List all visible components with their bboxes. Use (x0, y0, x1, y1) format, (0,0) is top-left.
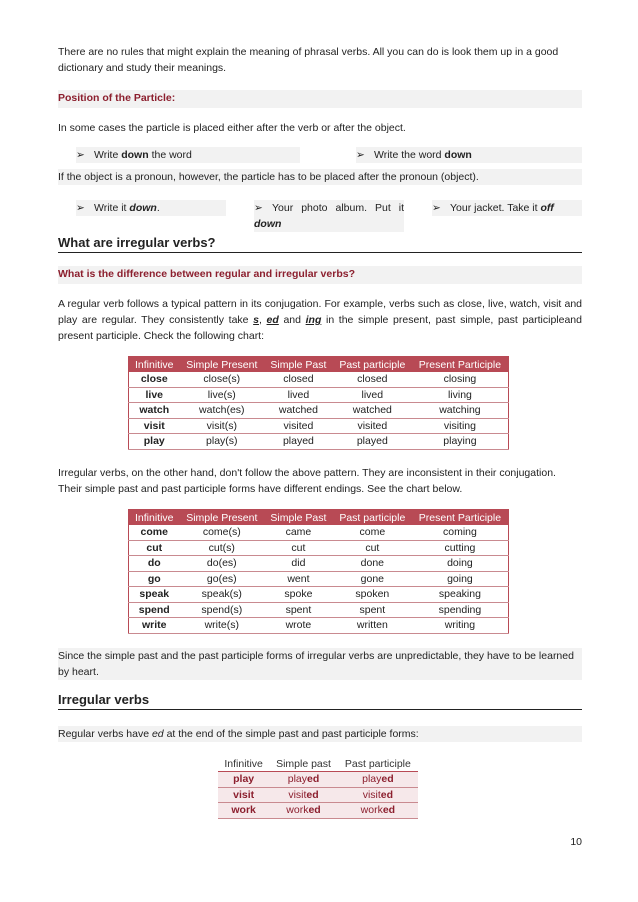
form-cell: watched (264, 403, 333, 419)
form-cell: done (333, 556, 412, 572)
bullet-write-down-the-word: ➢ Write down the word (76, 147, 300, 163)
bullet-put-it-down: ➢ Your photo album. Put it down (254, 202, 404, 230)
form-cell: played (333, 434, 412, 450)
table-header-row (218, 756, 418, 772)
table-row (218, 772, 418, 788)
column-header: Simple Present (180, 357, 265, 373)
form-cell: playing (412, 434, 509, 450)
form-cell: spoke (264, 587, 333, 603)
form-cell: spoken (333, 587, 412, 603)
verb-cell: go (129, 571, 180, 587)
form-cell: come (333, 525, 412, 540)
bullet-write-it-down: ➢ Write it down. (76, 200, 226, 216)
difference-subheading: What is the difference between regular and irregular verbs? (58, 266, 582, 284)
particle-text: In some cases the particle is placed either after the verb or after the object. (58, 122, 406, 134)
table-header-row (129, 510, 509, 526)
column-header: Infinitive (129, 510, 180, 526)
table-row (129, 540, 509, 556)
form-cell: going (412, 571, 509, 587)
verb-cell: watch (129, 403, 180, 419)
form-cell: watching (412, 403, 509, 419)
form-cell: spend(s) (180, 602, 265, 618)
form-cell: play(s) (180, 434, 265, 450)
table-header-row (129, 357, 509, 373)
bullet-take-it-off: ➢ Your jacket. Take it off (432, 200, 582, 216)
form-cell: write(s) (180, 618, 265, 634)
form-cell: worked (338, 803, 418, 819)
form-cell: close(s) (180, 372, 265, 387)
regular-verbs-table (128, 356, 509, 450)
position-particle-heading: Position of the Particle: (58, 90, 582, 108)
table-row (129, 372, 509, 387)
arrow-bullet-icon: ➢ (76, 202, 85, 214)
bullet-write-the-word-down: ➢ Write the word down (356, 147, 582, 163)
form-cell: do(es) (180, 556, 265, 572)
form-cell: lived (333, 387, 412, 403)
form-cell: coming (412, 525, 509, 540)
form-cell: went (264, 571, 333, 587)
table-row (218, 803, 418, 819)
column-header: Simple Past (264, 357, 333, 373)
verb-cell: visit (218, 787, 269, 803)
verb-cell: live (129, 387, 180, 403)
table-row (129, 403, 509, 419)
form-cell: living (412, 387, 509, 403)
form-cell: come(s) (180, 525, 265, 540)
form-cell: closing (412, 372, 509, 387)
form-cell: cut (264, 540, 333, 556)
verb-cell: play (218, 772, 269, 788)
form-cell: cutting (412, 540, 509, 556)
form-cell: did (264, 556, 333, 572)
table-row (129, 387, 509, 403)
form-cell: worked (269, 803, 338, 819)
verb-cell: play (129, 434, 180, 450)
form-cell: watched (333, 403, 412, 419)
arrow-bullet-icon: ➢ (76, 149, 85, 161)
column-header: Simple Present (180, 510, 265, 526)
form-cell: spending (412, 602, 509, 618)
unpredictable-paragraph: Since the simple past and the past participle forms of irregular verbs are unpredictable, they have to be learned by heart. (58, 648, 582, 680)
intro-paragraph: There are no rules that might explain the meaning of phrasal verbs. All you can do is look them up in a good dictionary and study their meanings. (58, 46, 559, 74)
heading-irregular-verbs: Irregular verbs (58, 692, 582, 710)
verb-cell: come (129, 525, 180, 540)
form-cell: cut (333, 540, 412, 556)
form-cell: speak(s) (180, 587, 265, 603)
form-cell: closed (333, 372, 412, 387)
form-cell: lived (264, 387, 333, 403)
form-cell: go(es) (180, 571, 265, 587)
verb-cell: do (129, 556, 180, 572)
form-cell: visited (269, 787, 338, 803)
arrow-bullet-icon: ➢ (356, 149, 365, 161)
table-row (129, 618, 509, 634)
arrow-bullet-icon: ➢ (432, 202, 441, 214)
verb-cell: write (129, 618, 180, 634)
column-header: Past participle (333, 510, 412, 526)
form-cell: visit(s) (180, 418, 265, 434)
table-row (129, 556, 509, 572)
arrow-bullet-icon: ➢ (254, 202, 263, 214)
table-row (129, 525, 509, 540)
table-row (129, 587, 509, 603)
column-header: Infinitive (129, 357, 180, 373)
table-row (129, 434, 509, 450)
form-cell: visited (333, 418, 412, 434)
form-cell: visiting (412, 418, 509, 434)
column-header: Past participle (338, 756, 418, 772)
form-cell: watch(es) (180, 403, 265, 419)
heading-what-are-irregular-verbs: What are irregular verbs? (58, 235, 582, 253)
form-cell: played (264, 434, 333, 450)
verb-cell: work (218, 803, 269, 819)
form-cell: wrote (264, 618, 333, 634)
form-cell: live(s) (180, 387, 265, 403)
column-header: Simple Past (264, 510, 333, 526)
table-row (129, 571, 509, 587)
form-cell: doing (412, 556, 509, 572)
verb-cell: speak (129, 587, 180, 603)
form-cell: spent (333, 602, 412, 618)
form-cell: written (333, 618, 412, 634)
table-row (129, 602, 509, 618)
form-cell: speaking (412, 587, 509, 603)
form-cell: closed (264, 372, 333, 387)
form-cell: visited (338, 787, 418, 803)
form-cell: played (338, 772, 418, 788)
form-cell: visited (264, 418, 333, 434)
column-header: Present Participle (412, 357, 509, 373)
column-header: Simple past (269, 756, 338, 772)
column-header: Infinitive (218, 756, 269, 772)
ed-endings-table (218, 756, 418, 819)
form-cell: writing (412, 618, 509, 634)
pronoun-text: If the object is a pronoun, however, the particle has to be placed after the pronoun (object). (58, 169, 582, 185)
irregular-verbs-table (128, 509, 509, 634)
verb-cell: visit (129, 418, 180, 434)
form-cell: gone (333, 571, 412, 587)
verb-cell: cut (129, 540, 180, 556)
form-cell: cut(s) (180, 540, 265, 556)
page-number: 10 (570, 836, 582, 848)
form-cell: played (269, 772, 338, 788)
irregular-paragraph: Irregular verbs, on the other hand, don't follow the above pattern. They are inconsistent in their conjugation. Their simple past and past participle forms have different endings. See the chart below. (58, 467, 556, 495)
verb-cell: close (129, 372, 180, 387)
table-row (218, 787, 418, 803)
verb-cell: spend (129, 602, 180, 618)
table-row (129, 418, 509, 434)
ed-ending-paragraph: Regular verbs have ed at the end of the simple past and past participle forms: (58, 726, 582, 742)
form-cell: spent (264, 602, 333, 618)
column-header: Present Participle (412, 510, 509, 526)
column-header: Past participle (333, 357, 412, 373)
form-cell: came (264, 525, 333, 540)
regular-verb-paragraph: A regular verb follows a typical pattern in its conjugation. For example, verbs such as close, live, watch, visit and play are regular. They consistently take s, ed and ing in the simple present, past simple, past participleand present participle. Check the following chart: (58, 298, 582, 342)
